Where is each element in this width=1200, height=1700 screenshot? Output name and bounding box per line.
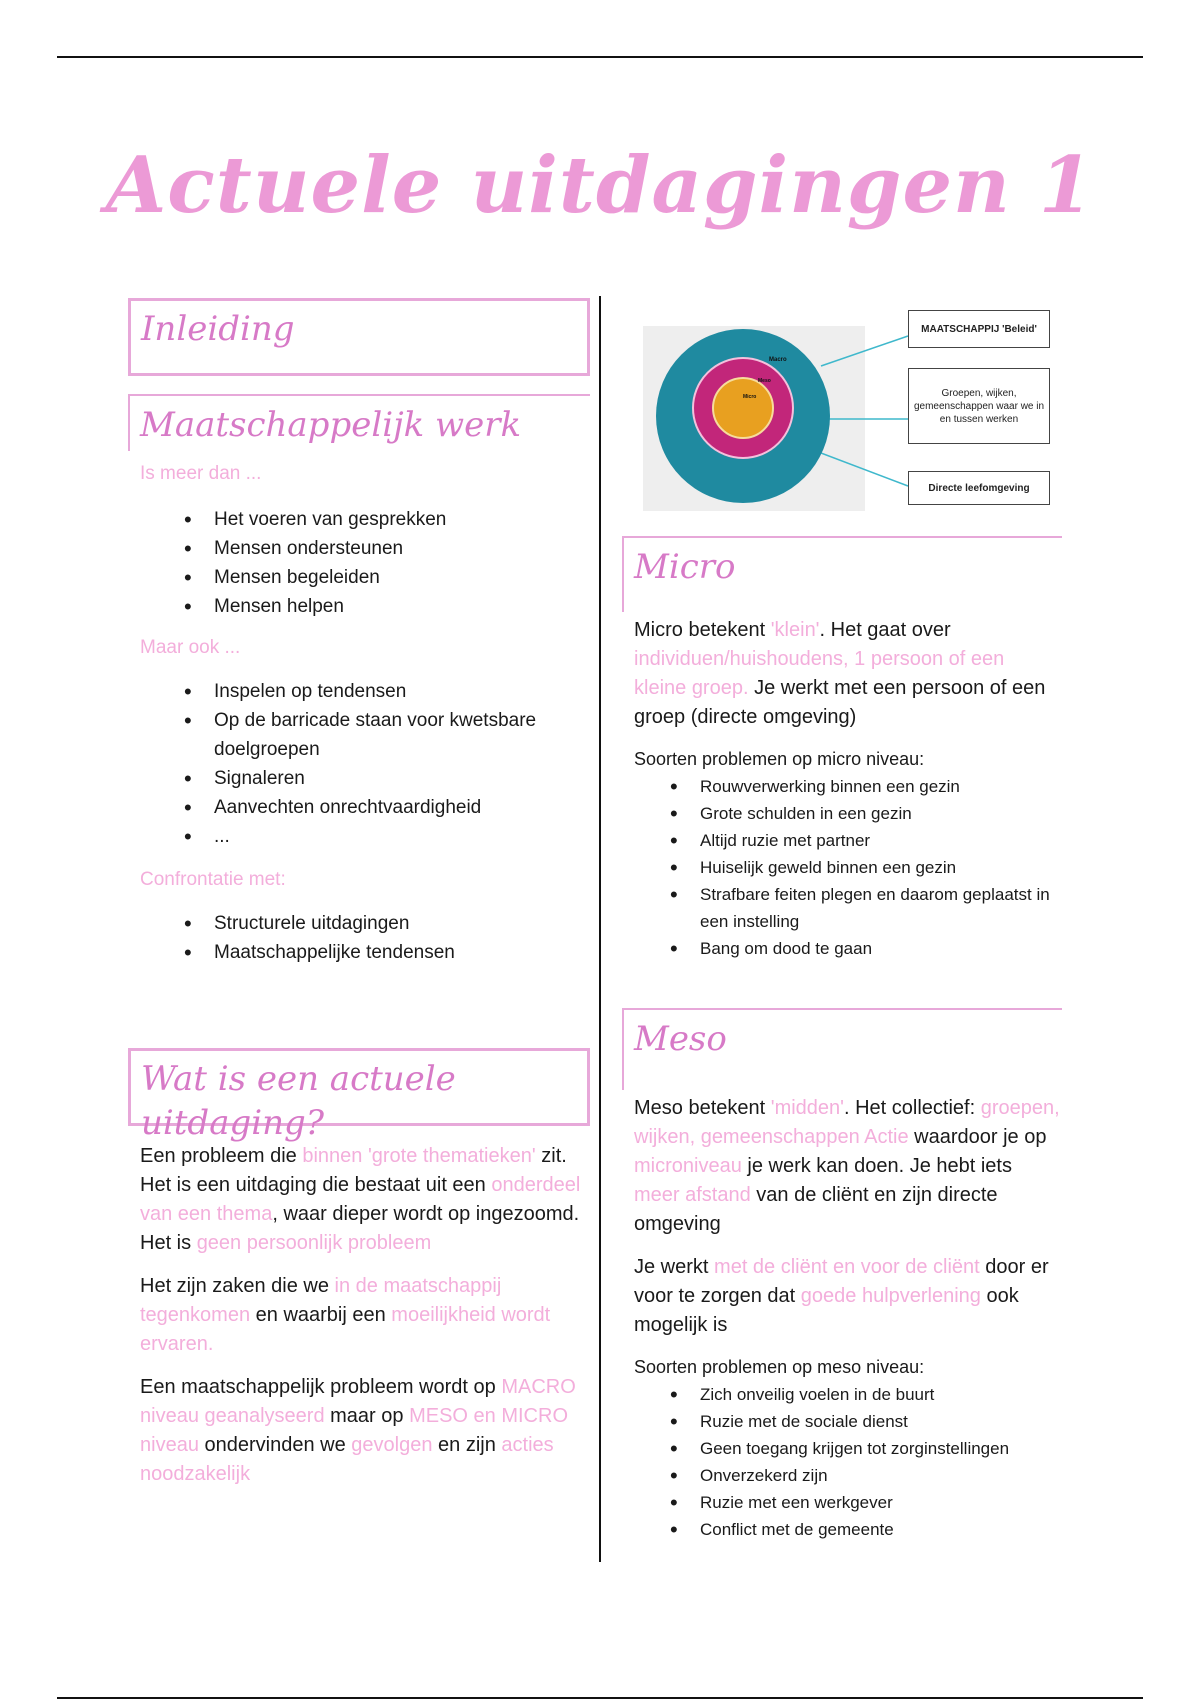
- bottom-rule: [57, 1697, 1143, 1699]
- inleiding-heading: Inleiding: [128, 298, 590, 376]
- box-maatschappij: MAATSCHAPPIJ 'Beleid': [908, 310, 1050, 348]
- micro-problems-list: [670, 773, 1062, 962]
- list-item: • Onverzekerd zijn: [670, 1462, 1062, 1489]
- uitdaging-text: [140, 1142, 590, 1489]
- label-meer-dan: Is meer dan ...: [140, 462, 262, 484]
- list-confrontatie: [184, 909, 590, 967]
- micro-heading: Micro: [622, 536, 1062, 612]
- list-item: • Grote schulden in een gezin: [670, 800, 1062, 827]
- meso-section: [622, 1008, 1062, 1543]
- micro-problems-label: Soorten problemen op micro niveau:: [634, 749, 925, 769]
- box-groepen: Groepen, wijken, gemeenschappen waar we in en tussen werken: [908, 368, 1050, 444]
- meso-text: [634, 1094, 1062, 1340]
- list-item: • Ruzie met een werkgever: [670, 1489, 1062, 1516]
- list-item: • Aanvechten onrechtvaardigheid: [184, 793, 590, 822]
- list-item: • Mensen ondersteunen: [184, 534, 590, 563]
- list-item: • Mensen helpen: [184, 592, 590, 621]
- list-item: • Structurele uitdagingen: [184, 909, 590, 938]
- list-item: • Inspelen op tendensen: [184, 677, 590, 706]
- label-confrontatie: Confrontatie met:: [140, 868, 286, 890]
- paragraph: Je werkt met de cliënt en voor de cliënt door er voor te zorgen dat goede hulpverlening ook mogelijk is: [634, 1256, 1049, 1336]
- box-directe-leefomgeving: Directe leefomgeving: [908, 471, 1050, 505]
- page-title: Actuele uitdagingen 1: [105, 140, 1095, 231]
- micro-section: [622, 536, 1062, 962]
- list-item: • Geen toegang krijgen tot zorginstellingen: [670, 1435, 1062, 1462]
- list-item: • Het voeren van gesprekken: [184, 505, 590, 534]
- list-item: • Huiselijk geweld binnen een gezin: [670, 854, 1062, 881]
- ring-label-meso: Meso: [758, 378, 771, 384]
- list-item: • Altijd ruzie met partner: [670, 827, 1062, 854]
- connector-line: [821, 336, 908, 366]
- list-item: • Signaleren: [184, 764, 590, 793]
- paragraph: Het zijn zaken die we in de maatschappij tegenkomen en waarbij een moeilijkheid wordt ervaren.: [140, 1275, 551, 1355]
- meso-heading: Meso: [622, 1008, 1062, 1090]
- micro-ring: [713, 378, 773, 438]
- label-maar-ook: Maar ook ...: [140, 636, 241, 658]
- left-column: [128, 298, 590, 967]
- list-item: • Op de barricade staan voor kwetsbare doelgroepen: [184, 706, 590, 764]
- list-item: • Rouwverwerking binnen een gezin: [670, 773, 1062, 800]
- list-item: • Maatschappelijke tendensen: [184, 938, 590, 967]
- meso-problems-label: Soorten problemen op meso niveau:: [634, 1357, 925, 1377]
- column-divider: [599, 296, 601, 1562]
- list-item: • Bang om dood te gaan: [670, 935, 1062, 962]
- meso-problems-list: [670, 1381, 1062, 1543]
- micro-text: [634, 616, 1062, 732]
- micro-meso-macro-diagram: [643, 306, 1063, 516]
- paragraph: Meso betekent 'midden'. Het collectief: groepen, wijken, gemeenschappen Actie waardoor je op microniveau je werk kan doen. Je hebt iets meer afstand van de cliënt en zijn directe omgeving: [634, 1097, 1060, 1235]
- ring-label-micro: Micro: [743, 394, 757, 400]
- uitdaging-heading: Wat is een actuele uitdaging?: [128, 1048, 590, 1126]
- uitdaging-section: [128, 1048, 590, 1503]
- list-item: • Ruzie met de sociale dienst: [670, 1408, 1062, 1435]
- list-maar-ook: [184, 677, 590, 851]
- list-item: • Conflict met de gemeente: [670, 1516, 1062, 1543]
- top-rule: [57, 56, 1143, 58]
- list-item: • Strafbare feiten plegen en daarom geplaatst in een instelling: [670, 881, 1062, 935]
- paragraph: Een maatschappelijk probleem wordt op MACRO niveau geanalyseerd maar op MESO en MICRO niveau ondervinden we gevolgen en zijn acties noodzakelijk: [140, 1376, 576, 1485]
- list-item: • Zich onveilig voelen in de buurt: [670, 1381, 1062, 1408]
- list-item: • ...: [184, 822, 590, 851]
- maatschappelijk-werk-heading: Maatschappelijk werk: [128, 394, 590, 451]
- ring-label-macro: Macro: [769, 357, 787, 363]
- paragraph: Micro betekent 'klein'. Het gaat over individuen/huishoudens, 1 persoon of een kleine groep. Je werkt met een persoon of een groep (directe omgeving): [634, 619, 1046, 728]
- paragraph: Een probleem die binnen 'grote thematieken' zit. Het is een uitdaging die bestaat uit een onderdeel van een thema, waar dieper wordt op ingezoomd. Het is geen persoonlijk probleem: [140, 1145, 581, 1254]
- list-meer-dan: [184, 505, 590, 621]
- list-item: • Mensen begeleiden: [184, 563, 590, 592]
